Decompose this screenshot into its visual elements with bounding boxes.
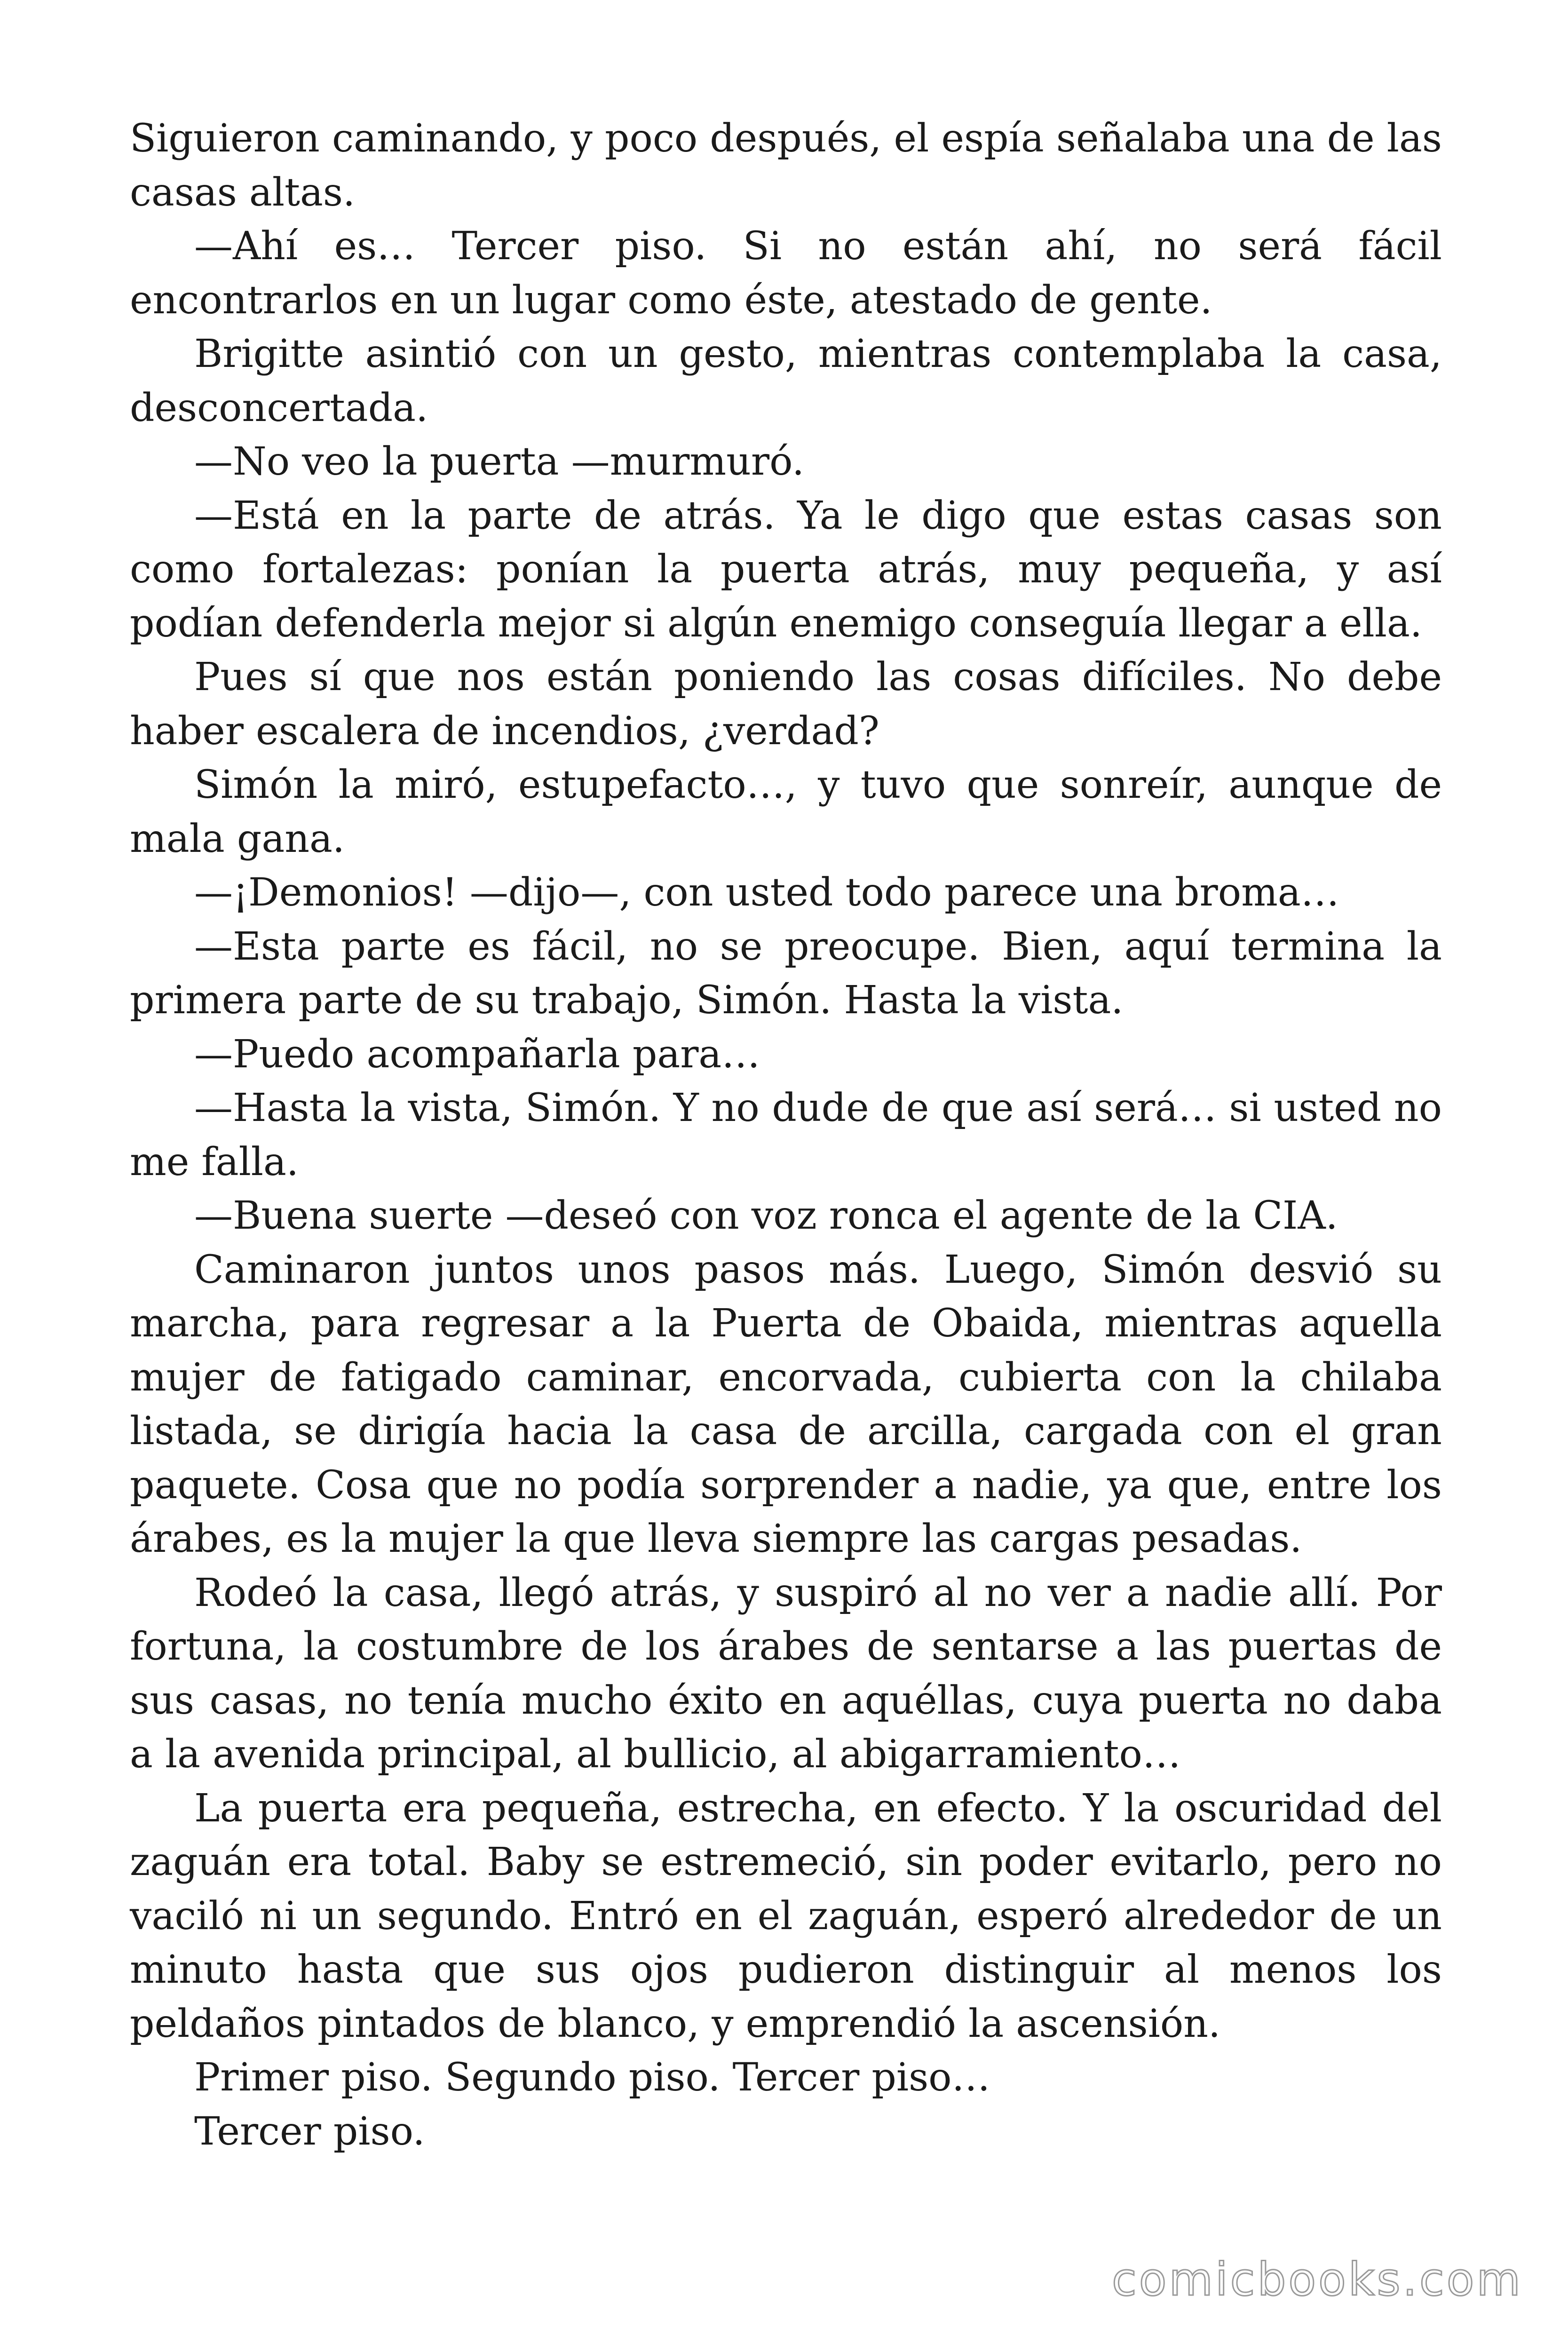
paragraph: —Ahí es… Tercer piso. Si no están ahí, no será fácil encontrarlos en un lugar como éste, atestado de gente. <box>130 224 1442 323</box>
paragraph: —Buena suerte —deseó con voz ronca el agente de la CIA. <box>194 1193 1338 1238</box>
paragraph: Pues sí que nos están poniendo las cosas difíciles. No debe haber escalera de incendios, ¿verdad? <box>130 655 1442 754</box>
paragraph: —No veo la puerta —murmuró. <box>194 439 805 484</box>
paragraph: Simón la miró, estupefacto…, y tuvo que sonreír, aunque de mala gana. <box>130 763 1442 861</box>
page-body <box>130 112 1442 2159</box>
paragraph: Primer piso. Segundo piso. Tercer piso… <box>194 2055 990 2100</box>
paragraph: La puerta era pequeña, estrecha, en efecto. Y la oscuridad del zaguán era total. Baby se estremeció, sin poder evitarlo, pero no vaciló ni un segundo. Entró en el zaguán, esperó alrededor de un minuto hasta que sus ojos pudieron distinguir al menos los peldaños pintados de blanco, y emprendió la ascensión. <box>130 1786 1442 2046</box>
paragraph: Caminaron juntos unos pasos más. Luego, Simón desvió su marcha, para regresar a la Puerta de Obaida, mientras aquella mujer de fatigado caminar, encorvada, cubierta con la chilaba listada, se dirigía hacia la casa de arcilla, cargada con el gran paquete. Cosa que no podía sorprender a nadie, ya que, entre los árabes, es la mujer la que lleva siempre las cargas pesadas. <box>130 1247 1442 1561</box>
paragraph: —Hasta la vista, Simón. Y no dude de que así será… si usted no me falla. <box>130 1086 1442 1184</box>
watermark-logo: comicbooks.com <box>1111 2253 1523 2306</box>
paragraph: Siguieron caminando, y poco después, el espía señalaba una de las casas altas. <box>130 116 1442 215</box>
paragraph: —Esta parte es fácil, no se preocupe. Bien, aquí termina la primera parte de su trabajo, Simón. Hasta la vista. <box>130 924 1442 1023</box>
paragraph: —Puedo acompañarla para… <box>194 1032 760 1077</box>
paragraph: —¡Demonios! —dijo—, con usted todo parece una broma… <box>194 870 1339 915</box>
paragraph: Rodeó la casa, llegó atrás, y suspiró al no ver a nadie allí. Por fortuna, la costumbre de los árabes de sentarse a las puertas de sus casas, no tenía mucho éxito en aquéllas, cuya puerta no daba a la avenida principal, al bullicio, al abigarramiento… <box>130 1570 1442 1777</box>
paragraph: Brigitte asintió con un gesto, mientras contemplaba la casa, desconcertada. <box>130 332 1442 430</box>
paragraph: —Está en la parte de atrás. Ya le digo que estas casas son como fortalezas: ponían la puerta atrás, muy pequeña, y así podían defenderla mejor si algún enemigo conseguía llegar a ella. <box>130 493 1442 646</box>
paragraph: Tercer piso. <box>194 2109 425 2154</box>
